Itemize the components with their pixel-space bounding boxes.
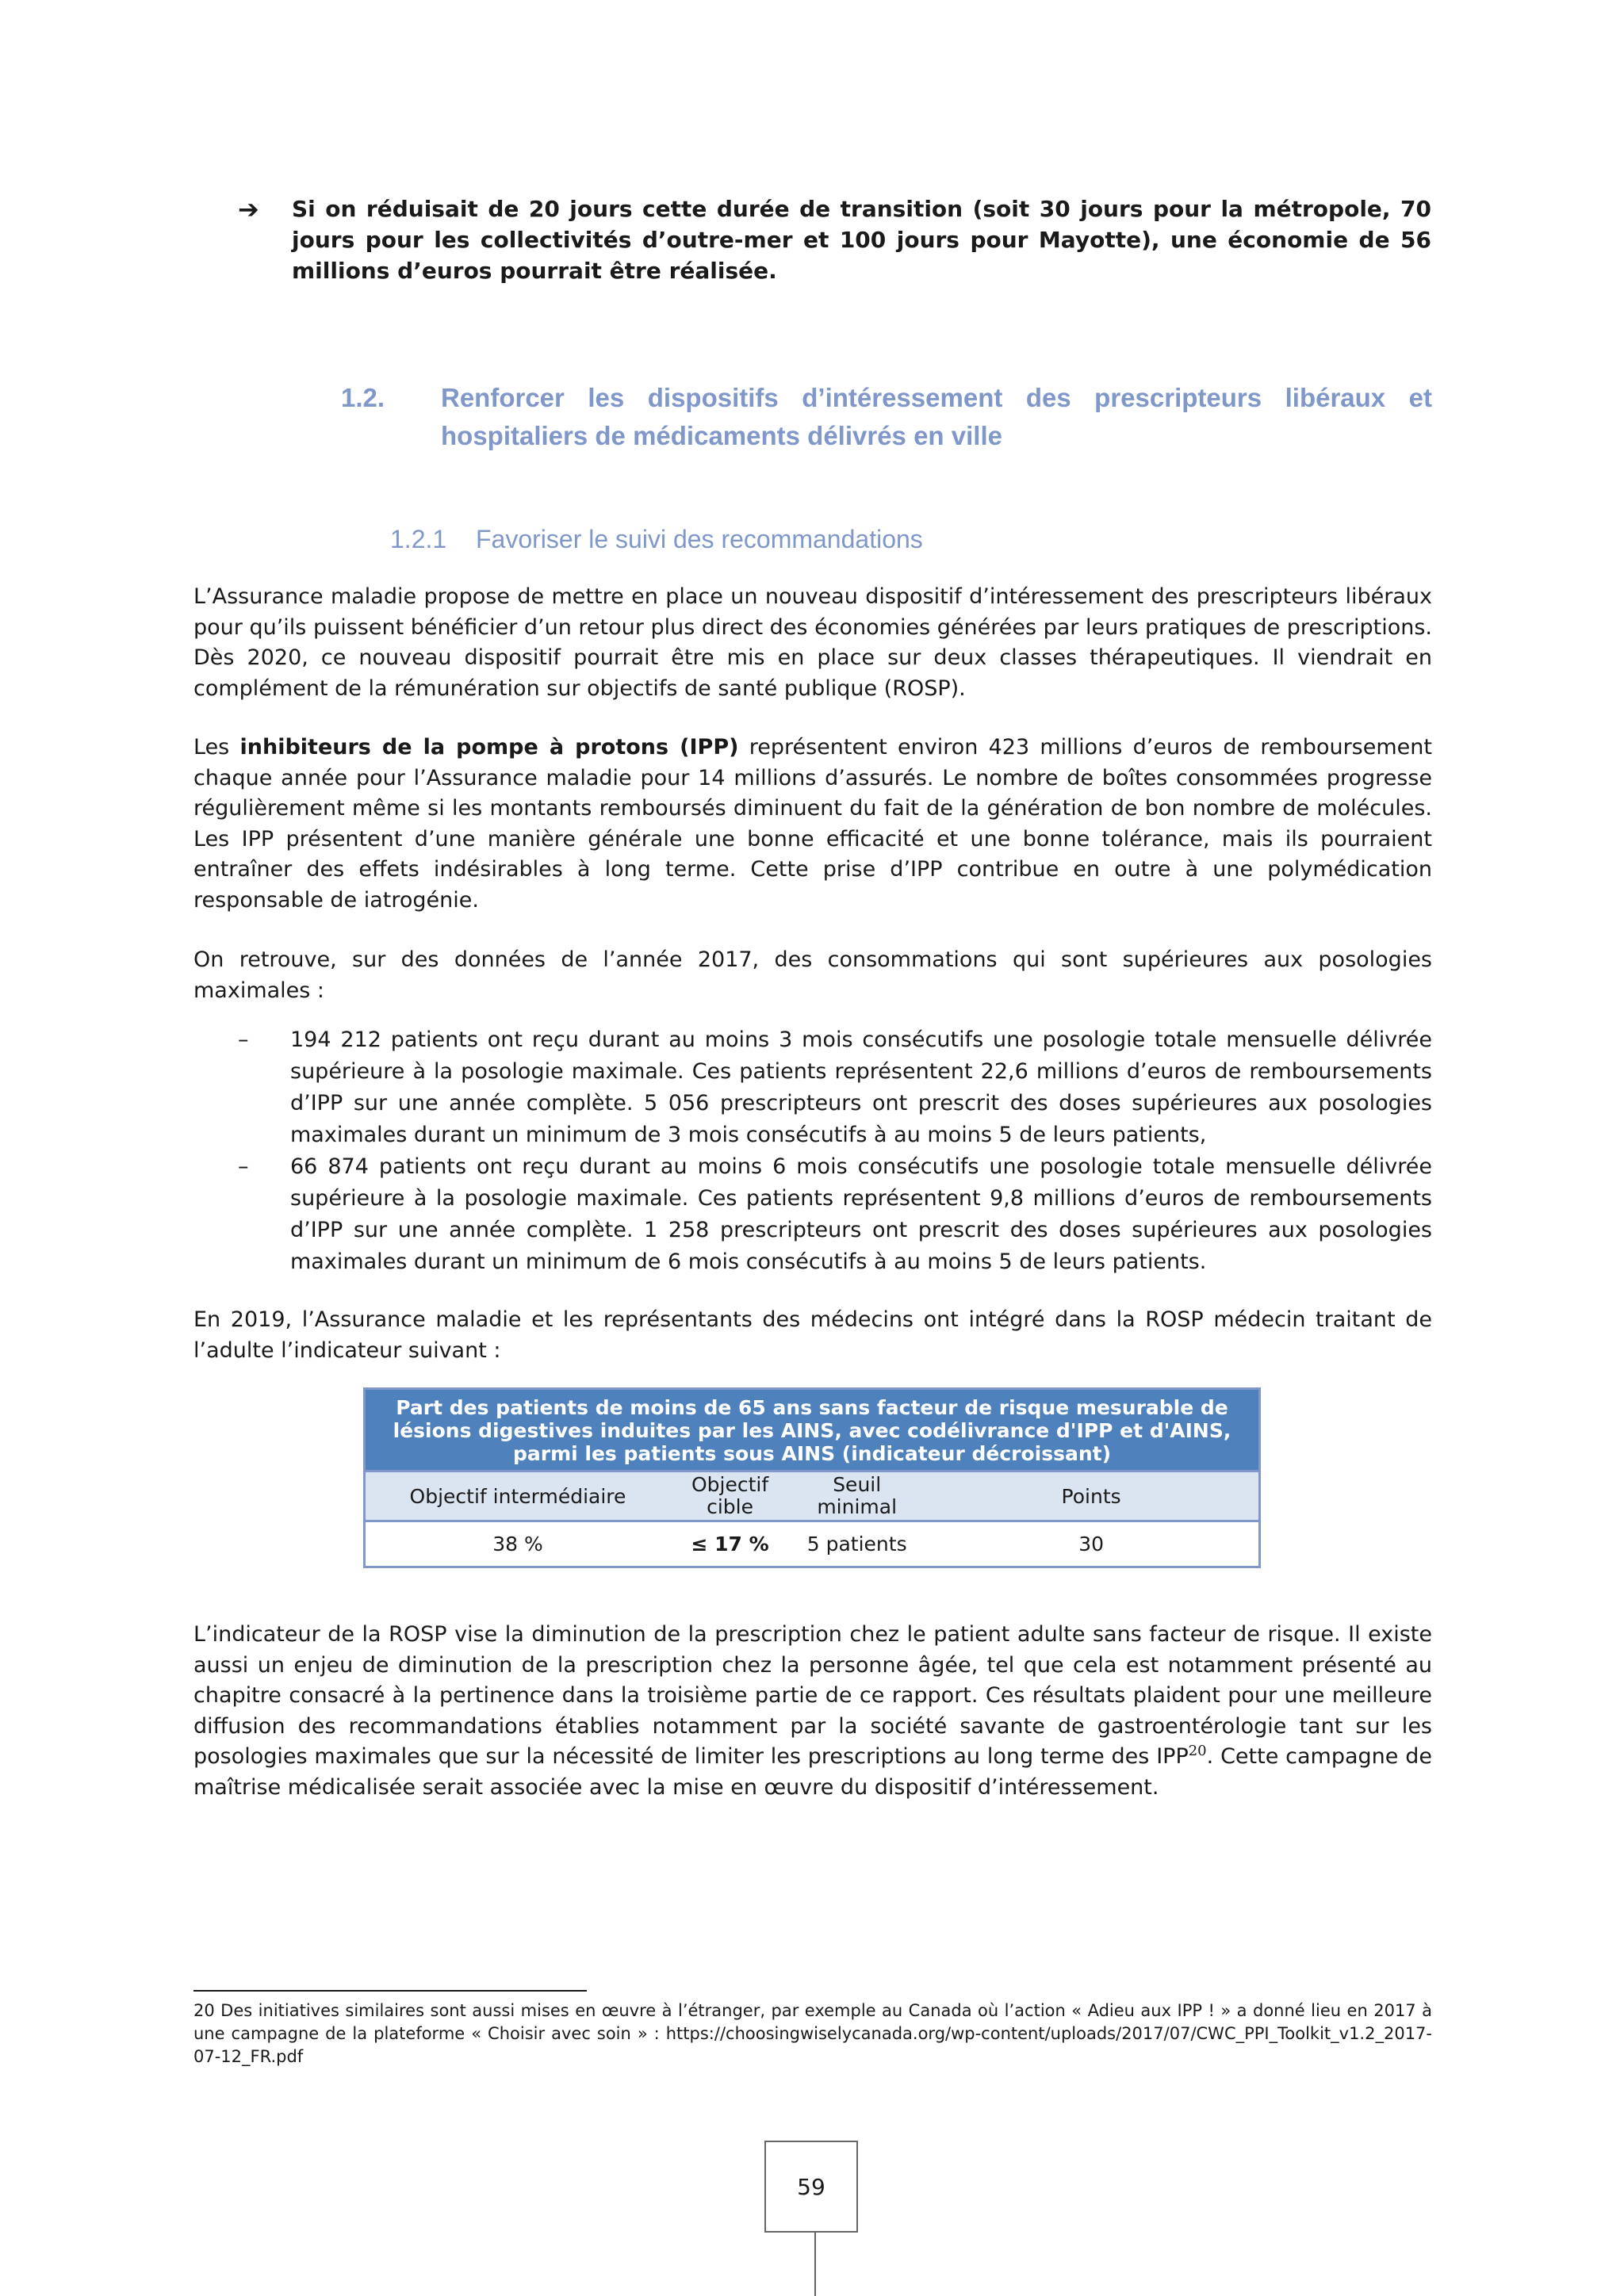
paragraph-rosp: En 2019, l’Assurance maladie et les représentants des médecins ont intégré dans la ROSP médecin traitant de l’adulte l’indicateur suivant : <box>193 1307 1432 1363</box>
list-item <box>238 1024 1432 1151</box>
column-header-points: Points <box>1061 1484 1121 1508</box>
footnote: 20 Des initiatives similaires sont aussi mises en œuvre à l’étranger, par exemple au Canada où l’action « Adieu aux IPP ! » a donné lieu en 2017 à une campagne de la plateforme « Choisir avec soin » : https://choosingwiselycanada.org/wp-content/uploads/2017/07/CWC_PPI_Toolkit_v1.2_2017-07-12_FR.pdf <box>193 2001 1432 2066</box>
subsection-number: 1.2.1 <box>390 525 447 553</box>
header-line: cible <box>707 1495 753 1518</box>
cell-target: ≤ 17 % <box>691 1532 769 1556</box>
paragraph-intro: L’Assurance maladie propose de mettre en place un nouveau dispositif d’intéressement des prescripteurs libéraux pour qu’ils puissent bénéficier d’un retour plus direct des économies générées par leurs pratiques de prescriptions. Dès 2020, ce nouveau dispositif pourrait être mis en place sur deux classes thérapeutiques. Il viendrait en complément de la rémunération sur objectifs de santé publique (ROSP). <box>193 584 1432 701</box>
subsection-title: Favoriser le suivi des recommandations <box>476 525 923 553</box>
cell-threshold: 5 patients <box>806 1532 907 1556</box>
header-line: Objectif <box>691 1473 769 1496</box>
text-run: L’indicateur de la ROSP vise la diminution de la prescription chez le patient adulte sans facteur de risque. Il existe aussi un enjeu de diminution de la prescription chez la personne âgée, tel que cela est notamment présenté au chapitre consacré à la pertinence dans la troisième partie de ce rapport. Ces résultats plaident pour une meilleure diffusion des recommandations établies notamment par la société savante de gastroentérologie tant sur les posologies maximales que sur la nécessité de limiter les prescriptions au long terme des IPP <box>193 1622 1432 1769</box>
cell-points: 30 <box>1078 1533 1105 1556</box>
paragraph-consumption: On retrouve, sur des données de l’année 2017, des consommations qui sont supérieures aux posologies maximales : <box>193 947 1432 1003</box>
indicator-table <box>363 1387 1261 1568</box>
list-item-text: 66 874 patients ont reçu durant au moins 6 mois consécutifs une posologie totale mensuelle délivrée supérieure à la posologie maximale. Ces patients représentent 9,8 millions d’euros de remboursements d’IPP sur une année complète. 1 258 prescripteurs ont prescrit des doses supérieures aux posologies maximales durant un minimum de 6 mois consécutifs à au moins 5 de leurs patients. <box>290 1154 1432 1274</box>
section-number: 1.2. <box>341 383 385 412</box>
column-header-threshold <box>790 1474 924 1518</box>
table-row <box>366 1522 1258 1566</box>
list-item-text: 194 212 patients ont reçu durant au moins 3 mois consécutifs une posologie totale mensuelle délivrée supérieure à la posologie maximale. Ces patients représentent 22,6 millions d’euros de remboursements d’IPP sur une année complète. 5 056 prescripteurs ont prescrit des doses supérieures aux posologies maximales durant un minimum de 3 mois consécutifs à au moins 5 de leurs patients, <box>290 1027 1432 1147</box>
paragraph-conclusion <box>193 1620 1432 1803</box>
page-number: 59 <box>764 2141 858 2233</box>
dash-bullet: – <box>238 1027 249 1052</box>
header-line: Seuil <box>833 1473 882 1496</box>
bold-term: inhibiteurs de la pompe à protons (IPP) <box>239 735 739 760</box>
header-line: minimal <box>817 1495 898 1518</box>
conclusion-statement: Si on réduisait de 20 jours cette durée de transition (soit 30 jours pour la métropole, 70 jours pour les collectivités d’outre-mer et 100 jours pour Mayotte), une économie de 56 millions d’euros pourrait être réalisée. <box>292 196 1431 284</box>
indicator-table-header: Part des patients de moins de 65 ans sans facteur de risque mesurable de lésions digestives induites par les AINS, avec codélivrance d'IPP et d'AINS, parmi les patients sous AINS (indicateur décroissant) <box>366 1390 1258 1472</box>
text-run: représentent environ 423 millions d’euros de remboursement chaque année pour l’Assurance maladie pour 14 millions d’assurés. Le nombre de boîtes consommées progresse régulièrement même si les montants remboursés diminuent du fait de la génération de bon nombre de molécules. Les IPP présentent d’une manière générale une bonne efficacité et une bonne tolérance, mais ils pourraient entraîner des effets indésirables à long terme. Cette prise d’IPP contribue en outre à une polymédication responsable de iatrogénie. <box>193 735 1432 913</box>
page-number-connector <box>814 2233 816 2296</box>
indicator-column-headers <box>366 1472 1258 1522</box>
paragraph-ipp <box>193 733 1432 916</box>
text-run: Les <box>193 735 240 760</box>
subsection-heading <box>390 520 923 558</box>
consumption-list <box>238 1024 1432 1278</box>
text-run: . Cette campagne de maîtrise médicalisée serait associée avec la mise en œuvre du dispositif d’intéressement. <box>193 1744 1432 1800</box>
dash-bullet: – <box>238 1154 249 1179</box>
footnote-divider <box>193 1990 587 1992</box>
section-title: Renforcer les dispositifs d’intéressement des prescripteurs libéraux et hospitaliers de médicaments délivrés en ville <box>441 383 1432 450</box>
arrow-icon: ➔ <box>238 194 259 224</box>
footnote-reference[interactable]: 20 <box>1188 1743 1207 1759</box>
column-header-intermediate: Objectif intermédiaire <box>409 1484 626 1508</box>
column-header-target <box>670 1474 790 1518</box>
cell-intermediate: 38 % <box>492 1533 543 1556</box>
list-item <box>238 1151 1432 1278</box>
